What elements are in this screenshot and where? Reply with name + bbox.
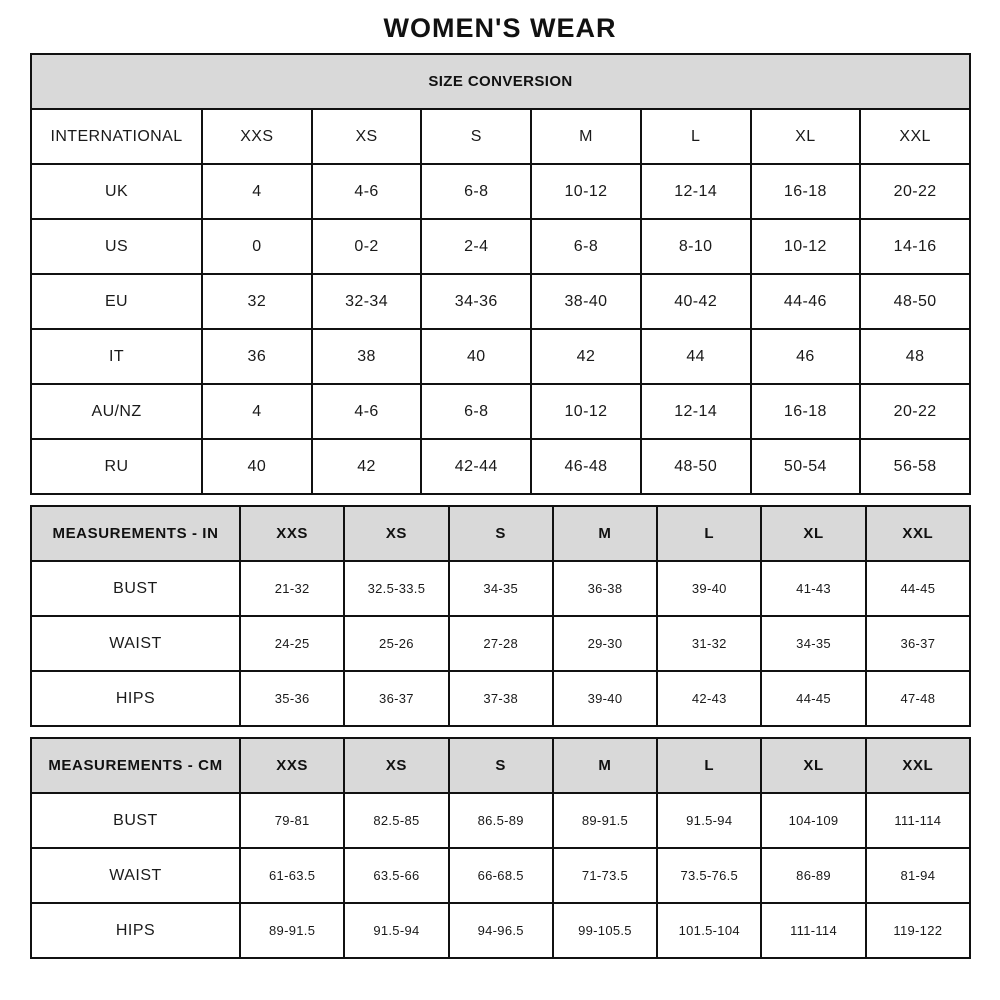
row-label: BUST [31, 793, 240, 848]
data-cell: 99-105.5 [553, 903, 657, 958]
data-cell: 27-28 [449, 616, 553, 671]
column-header-xxl: XXL [860, 109, 970, 164]
data-cell: 4 [202, 164, 312, 219]
data-cell: 25-26 [344, 616, 448, 671]
column-header-xxl: XXL [866, 738, 970, 793]
data-cell: 6-8 [421, 384, 531, 439]
row-label: HIPS [31, 671, 240, 726]
measurements-in-table [30, 505, 971, 727]
data-cell: 2-4 [421, 219, 531, 274]
data-cell: 21-32 [240, 561, 344, 616]
column-header-xl: XL [761, 506, 865, 561]
page-title: WOMEN'S WEAR [383, 13, 617, 43]
data-cell: 8-10 [641, 219, 751, 274]
data-cell: 44-45 [866, 561, 970, 616]
column-header-xl: XL [751, 109, 861, 164]
data-cell: 10-12 [531, 164, 641, 219]
data-cell: 31-32 [657, 616, 761, 671]
table-row [31, 671, 970, 726]
data-cell: 10-12 [751, 219, 861, 274]
data-cell: 39-40 [553, 671, 657, 726]
data-cell: 37-38 [449, 671, 553, 726]
data-cell: 91.5-94 [657, 793, 761, 848]
data-cell: 0-2 [312, 219, 422, 274]
table-row [31, 219, 970, 274]
data-cell: 81-94 [866, 848, 970, 903]
data-cell: 40-42 [641, 274, 751, 329]
data-cell: 16-18 [751, 384, 861, 439]
data-cell: 39-40 [657, 561, 761, 616]
data-cell: 48-50 [641, 439, 751, 494]
table-row [31, 848, 970, 903]
data-cell: 119-122 [866, 903, 970, 958]
column-header-m: M [531, 109, 641, 164]
row-label: AU/NZ [31, 384, 202, 439]
data-cell: 50-54 [751, 439, 861, 494]
column-header-xl: XL [761, 738, 865, 793]
column-header-xs: XS [344, 738, 448, 793]
data-cell: 6-8 [421, 164, 531, 219]
data-cell: 4 [202, 384, 312, 439]
data-cell: 6-8 [531, 219, 641, 274]
data-cell: 14-16 [860, 219, 970, 274]
row-label: WAIST [31, 616, 240, 671]
data-cell: 35-36 [240, 671, 344, 726]
data-cell: 63.5-66 [344, 848, 448, 903]
data-cell: 20-22 [860, 164, 970, 219]
row-label: UK [31, 164, 202, 219]
column-header-row [31, 738, 970, 793]
data-cell: 40 [202, 439, 312, 494]
data-cell: 56-58 [860, 439, 970, 494]
row-label: US [31, 219, 202, 274]
table-row [31, 793, 970, 848]
data-cell: 42-44 [421, 439, 531, 494]
data-cell: 4-6 [312, 164, 422, 219]
data-cell: 32.5-33.5 [344, 561, 448, 616]
data-cell: 0 [202, 219, 312, 274]
table-row [31, 903, 970, 958]
table-row [31, 164, 970, 219]
row-label: RU [31, 439, 202, 494]
data-cell: 42 [312, 439, 422, 494]
data-cell: 48 [860, 329, 970, 384]
data-cell: 79-81 [240, 793, 344, 848]
data-cell: 40 [421, 329, 531, 384]
data-cell: 46 [751, 329, 861, 384]
column-header-m: M [553, 506, 657, 561]
data-cell: 4-6 [312, 384, 422, 439]
data-cell: 32 [202, 274, 312, 329]
data-cell: 42-43 [657, 671, 761, 726]
data-cell: 34-36 [421, 274, 531, 329]
column-header-international: INTERNATIONAL [31, 109, 202, 164]
column-header-xxs: XXS [202, 109, 312, 164]
data-cell: 34-35 [449, 561, 553, 616]
data-cell: 86-89 [761, 848, 865, 903]
size-conversion-heading: SIZE CONVERSION [31, 54, 970, 109]
data-cell: 36 [202, 329, 312, 384]
table-row [31, 561, 970, 616]
data-cell: 44-45 [761, 671, 865, 726]
column-header-l: L [657, 506, 761, 561]
table-row [31, 384, 970, 439]
data-cell: 16-18 [751, 164, 861, 219]
column-header-row [31, 506, 970, 561]
column-header-s: S [449, 738, 553, 793]
column-header-xs: XS [344, 506, 448, 561]
column-header-m: M [553, 738, 657, 793]
data-cell: 82.5-85 [344, 793, 448, 848]
data-cell: 86.5-89 [449, 793, 553, 848]
data-cell: 38 [312, 329, 422, 384]
data-cell: 73.5-76.5 [657, 848, 761, 903]
data-cell: 36-37 [344, 671, 448, 726]
data-cell: 44-46 [751, 274, 861, 329]
measurements-in-body [31, 561, 970, 726]
column-header-s: S [421, 109, 531, 164]
table-title-row [31, 54, 970, 109]
data-cell: 41-43 [761, 561, 865, 616]
table-row [31, 274, 970, 329]
row-label: EU [31, 274, 202, 329]
data-cell: 44 [641, 329, 751, 384]
data-cell: 20-22 [860, 384, 970, 439]
data-cell: 24-25 [240, 616, 344, 671]
data-cell: 89-91.5 [553, 793, 657, 848]
measurements-cm-table [30, 737, 971, 959]
data-cell: 47-48 [866, 671, 970, 726]
column-header-xxs: XXS [240, 506, 344, 561]
column-header-xxl: XXL [866, 506, 970, 561]
column-header-l: L [657, 738, 761, 793]
table-row [31, 439, 970, 494]
table-row [31, 329, 970, 384]
data-cell: 36-38 [553, 561, 657, 616]
data-cell: 111-114 [761, 903, 865, 958]
data-cell: 46-48 [531, 439, 641, 494]
column-header-xxs: XXS [240, 738, 344, 793]
column-header-l: L [641, 109, 751, 164]
data-cell: 91.5-94 [344, 903, 448, 958]
table-row [31, 616, 970, 671]
column-header-xs: XS [312, 109, 422, 164]
data-cell: 36-37 [866, 616, 970, 671]
data-cell: 34-35 [761, 616, 865, 671]
row-label: HIPS [31, 903, 240, 958]
data-cell: 111-114 [866, 793, 970, 848]
data-cell: 61-63.5 [240, 848, 344, 903]
data-cell: 48-50 [860, 274, 970, 329]
data-cell: 104-109 [761, 793, 865, 848]
data-cell: 101.5-104 [657, 903, 761, 958]
data-cell: 12-14 [641, 164, 751, 219]
measurements-cm-heading: MEASUREMENTS - CM [31, 738, 240, 793]
data-cell: 32-34 [312, 274, 422, 329]
size-conversion-table [30, 53, 971, 495]
row-label: WAIST [31, 848, 240, 903]
measurements-in-heading: MEASUREMENTS - IN [31, 506, 240, 561]
data-cell: 10-12 [531, 384, 641, 439]
data-cell: 71-73.5 [553, 848, 657, 903]
data-cell: 94-96.5 [449, 903, 553, 958]
column-header-s: S [449, 506, 553, 561]
size-conversion-body [31, 164, 970, 494]
data-cell: 29-30 [553, 616, 657, 671]
measurements-cm-body [31, 793, 970, 958]
row-label: BUST [31, 561, 240, 616]
column-header-row [31, 109, 970, 164]
data-cell: 12-14 [641, 384, 751, 439]
row-label: IT [31, 329, 202, 384]
data-cell: 38-40 [531, 274, 641, 329]
data-cell: 66-68.5 [449, 848, 553, 903]
data-cell: 42 [531, 329, 641, 384]
data-cell: 89-91.5 [240, 903, 344, 958]
